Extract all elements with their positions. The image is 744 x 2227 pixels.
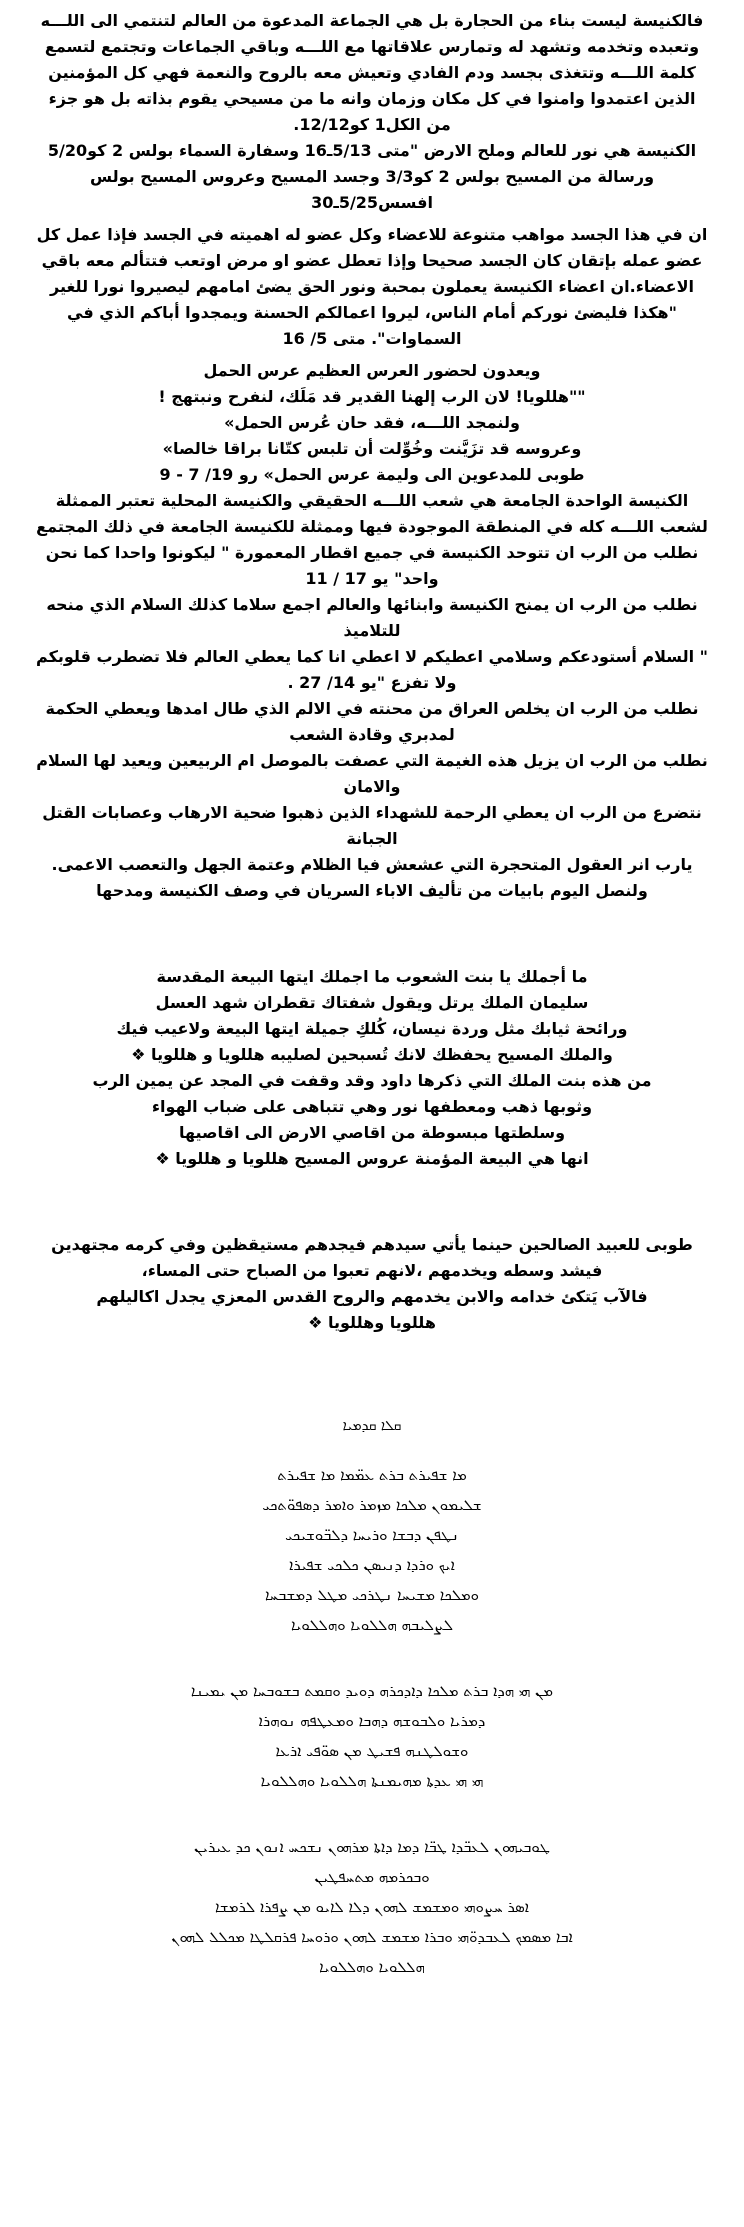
poem-line: وثوبها ذهب ومعطفها نور وهي تتباهى على ضباب الهواء <box>151 1097 593 1116</box>
paragraph-body-gifts: ان في هذا الجسد مواهب متنوعة للاعضاء وكل عضو له اهميته في الجسد فإذا عمل كل عضو عمله بإتقان كان الجسد صحيحا وإذا تعطل عضو او مرض اوتعب فتتألم معه باقي الاعضاء.ان اعضاء الكنيسة يعملون بمحبة ونور الحق يضئ امامهم ليصيروا نورا للغير <box>36 225 708 296</box>
paragraph-church-light: الكنيسة هي نور للعالم وملح الارض "متى 5/13ـ16 وسفارة السماء بولس 2 كو5/20 ورسالة من المسيح بولس 2 كو3/3 وجسد المسيح وعروس المسيح بولس افسس5/25ـ30 <box>47 141 697 212</box>
blessing-line: فالآب يَتكئ خدامه والابن يخدمهم والروح القدس المعزي يجدل اكاليلهم <box>96 1287 648 1306</box>
prayer-enlighten: يارب انر العقول المتحجرة التي عشعش فيا الظلام وعتمة الجهل والتعصب الاعمى. <box>51 855 693 874</box>
syriac-line: ܘܡܠܟܐ ܡܫܝܚܐ ܢܛܪܟܝ ܡܛܠ ܕܡܫܒܚܐ <box>264 1586 480 1604</box>
verse-hallelujah: ""هللويا! لان الرب إلهنا القدير قد مَلَك، لنفرح ونبتهج ! <box>158 387 586 406</box>
blessing-line: طوبى للعبيد الصالحين حينما يأتي سيدهم فيجدهم مستيقظين وفي كرمه مجتهدين <box>51 1235 693 1254</box>
syriac-stanza-1 <box>34 1460 710 1640</box>
prayer-iraq: نطلب من الرب ان يخلص العراق من محنته في الالم الذي طال امدها ويعطي الحكمة لمدبري وقادة الشعب <box>45 699 699 744</box>
blessing-line: هللويا وهللويا ❖ <box>308 1313 436 1332</box>
poem-line: والملك المسيح يحفظك لانك تُسبحين لصليبه هللويا و هللويا ❖ <box>131 1045 613 1064</box>
syriac-line: ܫܠܝܡܘܢ ܡܠܟܐ ܡܙܡܪ ܘܐܡܪ ܕܣܦܘ̈ܬܟܝ <box>262 1496 482 1514</box>
syriac-line: ܘܒܟܪܡܗ ܡܬܚܦܛܝܢ <box>314 1868 430 1886</box>
syriac-stanza-2 <box>34 1676 710 1796</box>
prayer-martyrs: نتضرع من الرب ان يعطي الرحمة للشهداء الذين ذهبوا ضحية الارهاب وعصابات القتل الجبانة <box>42 803 702 848</box>
paragraph-syriac-intro: ولنصل اليوم بابيات من تأليف الاباء السريان في وصف الكنيسة ومدحها <box>96 881 648 900</box>
syriac-line: ܘܫܘܠܛܢܗ ܦܫܝܛ ܡܢ ܣܘ̈ܦܝ ܐܪܥܐ <box>275 1742 469 1760</box>
paragraph-let-your-light-shine: "هكذا فليضئ نوركم أمام الناس، ليروا اعمالكم الحسنة ويمجدوا أباكم الذي في السماوات". متى 5/ 16 <box>67 303 677 348</box>
arabic-poem <box>34 964 710 1172</box>
syriac-hymn <box>34 1418 710 1982</box>
syriac-line: ܠܨܠܝܒܗ ܗܠܠܘܝܐ ܘܗܠܠܘܝܐ <box>290 1616 454 1634</box>
syriac-hymn-title: ܩܠܐ ܩܕܡܝܐ <box>342 1418 402 1434</box>
prayer-peace: نطلب من الرب ان يمنح الكنيسة وابنائها والعالم اجمع سلاما كذلك السلام الذي منحه للتلاميذ <box>46 595 698 640</box>
poem-line: من هذه بنت الملك التي ذكرها داود وقد وقفت في المجد عن يمين الرب <box>92 1071 652 1090</box>
syriac-line: ܗܠܠܘܝܐ ܘܗܠܠܘܝܐ <box>319 1958 425 1976</box>
prayer-mosul: نطلب من الرب ان يزيل هذه الغيمة التي عصفت بالموصل ام الربيعين ويعيد لها السلام والامان <box>36 751 708 796</box>
syriac-stanza-3 <box>34 1832 710 1982</box>
syriac-line: ܐܒܐ ܡܣܡܟ ܠܥܒܕܘ̈ܗܝ ܘܒܪܐ ܡܫܡܫ ܠܗܘܢ ܘܪܘܚܐ ܦܪܩܠܛܐ ܡܟܠܠ ܠܗܘܢ <box>171 1928 573 1946</box>
syriac-line: ܡܐ ܫܦܝܪܬ ܒܪܬ ܥܡ̈ܡܐ ܡܐ ܫܦܝܪܬ <box>277 1466 467 1484</box>
verse-blessed-invited: طوبى للمدعوين الى وليمة عرس الحمل» رو 19/ 7 - 9 <box>159 465 585 484</box>
syriac-line: ܛܘܒܝܗܘܢ ܠܥܒ̈ܕܐ ܛܒ̈ܐ ܕܡܐ ܕܐܬܐ ܡܪܗܘܢ ܢܫܟܚ ܐܢܘܢ ܟܕ ܥܝܪܝܢ <box>194 1838 550 1856</box>
syriac-line: ܢܛܦܢ ܕܒܫܐ ܘܪܝܚܐ ܕܠܒ̈ܘܫܝܟܝ <box>285 1526 459 1544</box>
poem-line: انها هي البيعة المؤمنة عروس المسيح هللويا و هللويا ❖ <box>155 1149 589 1168</box>
arabic-blessing <box>34 1232 710 1336</box>
article-body <box>34 8 710 904</box>
blessing-line: فيشد وسطه ويخدمهم ،لانهم تعبوا من الصباح حتى المساء، <box>141 1261 603 1280</box>
verse-bride: وعروسه قد تزَيَّنت وخُوِّلت أن تلبس كتّانا براقا خالصا» <box>162 439 582 458</box>
syriac-line: ܐܝܟ ܘܪܕܐ ܕܢܝܣܢ ܟܠܟܝ ܫܦܝܪܐ <box>289 1556 455 1574</box>
poem-line: وسلطتها مبسوطة من اقاصي الارض الى اقاصيها <box>178 1123 566 1142</box>
poem-line: ما أجملك يا بنت الشعوب ما اجملك ايتها البيعة المقدسة <box>156 967 588 986</box>
paragraph-church-definition: فالكنيسة ليست بناء من الحجارة بل هي الجماعة المدعوة من العالم لتنتمي الى اللـــه وتعبده وتخدمه وتشهد له وتمارس علاقاتها مع اللـــه وباقي الجماعات وتجتمع لتسمع كلمة اللـــه وتتغذى بجسد ودم الفادي وتعيش معه بالروح والنعمة فهي كل المؤمنين الذين اعتمدوا وامنوا في كل مكان وزمان وانه ما من مسيحي يقوم بذاته بل هو جزء من الكل1 كو12/12. <box>40 11 704 134</box>
syriac-line: ܕܡܪܝܐ ܘܠܒܘܫܗ ܕܗܒܐ ܘܡܥܛܦܗ ܢܘܗܪܐ <box>258 1712 486 1730</box>
paragraph-one-church: الكنيسة الواحدة الجامعة هي شعب اللـــه الحقيقي والكنيسة المحلية تعتبر الممثلة لشعب اللـــه كله في المنطقة الموجودة فيها وممثلة للكنيسة الجامعة في ذلك المجتمع <box>36 491 708 536</box>
verse-peace-i-leave: " السلام أستودعكم وسلامي اعطيكم لا اعطي انا كما يعطي العالم فلا تضطرب قلوبكم ولا تفزع "يو 14/ 27 . <box>36 647 708 692</box>
syriac-line: ܗܝ ܗܝ ܥܕܬܐ ܡܗܝܡܢܬܐ ܗܠܠܘܝܐ ܘܗܠܠܘܝܐ <box>260 1772 484 1790</box>
prayer-unity: نطلب من الرب ان تتوحد الكنيسة في جميع اقطار المعمورة " ليكونوا واحدا كما نحن واحد" يو 17 / 11 <box>45 543 699 588</box>
poem-line: سليمان الملك يرتل ويقول شفتاك تقطران شهد العسل <box>155 993 589 1012</box>
syriac-line: ܡܢ ܗܝ ܗܕܐ ܒܪܬ ܡܠܟܐ ܕܐܕܟܪܗ ܕܘܝܕ ܘܩܡܬ ܒܫܘܒܚܐ ܡܢ ܝܡܝܢܐ <box>190 1682 554 1700</box>
poem-line: ورائحة ثيابك مثل وردة نيسان، كُلكِ جميلة ايتها البيعة ولاعيب فيك <box>116 1019 628 1038</box>
syriac-line: ܐܣܪ ܚܨܘܗܝ ܘܡܫܡܫ ܠܗܘܢ ܕܠܐ ܠܐܝܘ ܡܢ ܨܦܪܐ ܠܪܡܫܐ <box>215 1898 529 1916</box>
verse-glorify: ولنمجد اللـــه، فقد حان عُرس الحمل» <box>224 413 520 432</box>
paragraph-wedding-feast: ويعدون لحضور العرس العظيم عرس الحمل <box>203 361 541 380</box>
